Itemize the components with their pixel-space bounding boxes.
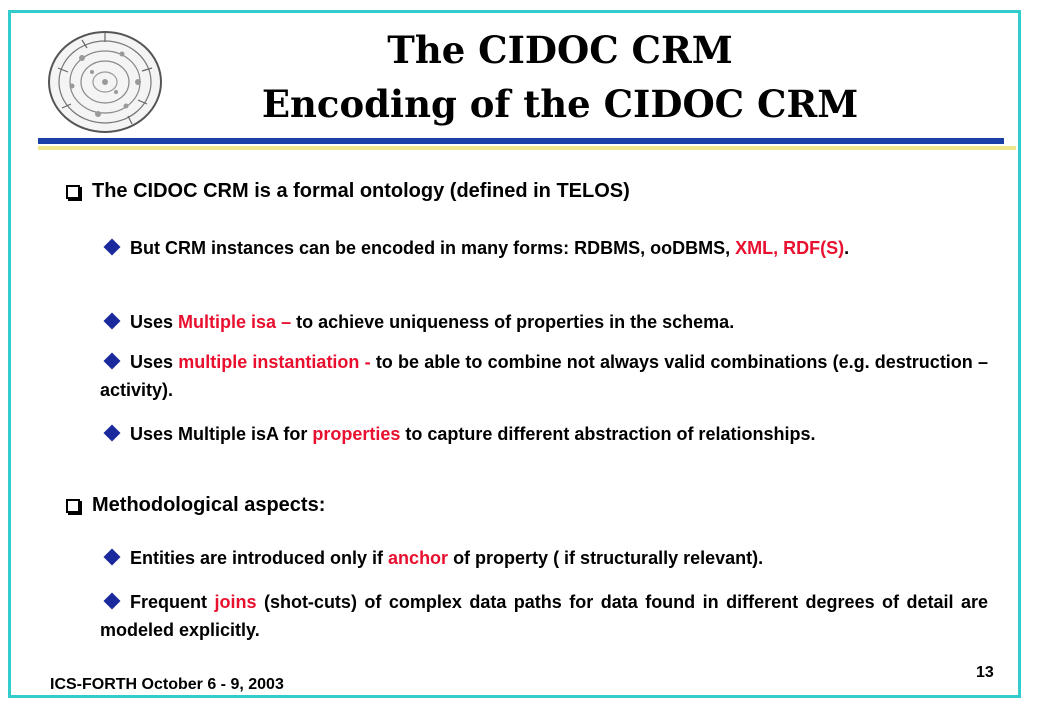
slide-title-line1: The CIDOC CRM [387, 28, 733, 72]
page-number: 13 [976, 664, 994, 681]
sub-bullet [100, 420, 988, 448]
sub-bullet [100, 308, 988, 336]
diamond-bullet-icon [104, 353, 121, 370]
sub-bullet-text: (shot-cuts) of complex data paths for data found in different degrees of detail are modeled explicitly. [100, 592, 988, 640]
diamond-bullet-icon [104, 549, 121, 566]
sub-bullet [100, 348, 988, 404]
diamond-bullet-icon [104, 313, 121, 330]
bullet-level1 [66, 180, 630, 203]
sub-bullet-text: of property ( if structurally relevant). [448, 548, 764, 568]
sub-bullet-highlight: Multiple isa – [178, 312, 292, 332]
sub-bullet-text: Uses [130, 352, 179, 372]
sub-bullet [100, 544, 988, 572]
sub-bullet-highlight: anchor [388, 548, 449, 568]
slide-title-line2: Encoding of the CIDOC CRM [261, 82, 859, 126]
sub-bullet [100, 588, 988, 644]
title-rule-blue [38, 138, 1004, 144]
sub-bullet-highlight: multiple instantiation - [178, 352, 371, 372]
sub-bullet-highlight: joins [214, 592, 257, 612]
sub-bullet [100, 234, 988, 262]
square-bullet-icon [66, 185, 80, 199]
sub-bullet-text: to capture different abstraction of relationships. [400, 424, 816, 444]
sub-bullet-text: to be able to combine not always valid combinations (e.g. destruction – activity). [100, 352, 989, 400]
square-bullet-icon [66, 499, 80, 513]
bullet-level1 [66, 494, 325, 517]
sub-bullet-text: Frequent [130, 592, 215, 612]
bullet-text: Methodological aspects: [92, 494, 326, 516]
sub-bullet-text: Uses Multiple isA for [130, 424, 313, 444]
diamond-bullet-icon [104, 593, 121, 610]
sub-bullet-text: But CRM instances can be encoded in many forms: RDBMS, ooDBMS, [130, 238, 736, 258]
sub-bullet-highlight: properties [312, 424, 401, 444]
diamond-bullet-icon [104, 425, 121, 442]
bullet-text: The CIDOC CRM is a formal ontology (defined in TELOS) [92, 180, 630, 202]
sub-bullet-text: . [844, 238, 850, 258]
sub-bullet-text: Uses [130, 312, 179, 332]
sub-bullet-text: to achieve uniqueness of properties in the schema. [291, 312, 735, 332]
sub-bullet-text: Entities are introduced only if [130, 548, 389, 568]
sub-bullet-highlight: XML, RDF(S) [735, 238, 845, 258]
title-rule-yellow [38, 146, 1016, 150]
footer-text: ICS-FORTH October 6 - 9, 2003 [50, 676, 284, 693]
diamond-bullet-icon [104, 239, 121, 256]
